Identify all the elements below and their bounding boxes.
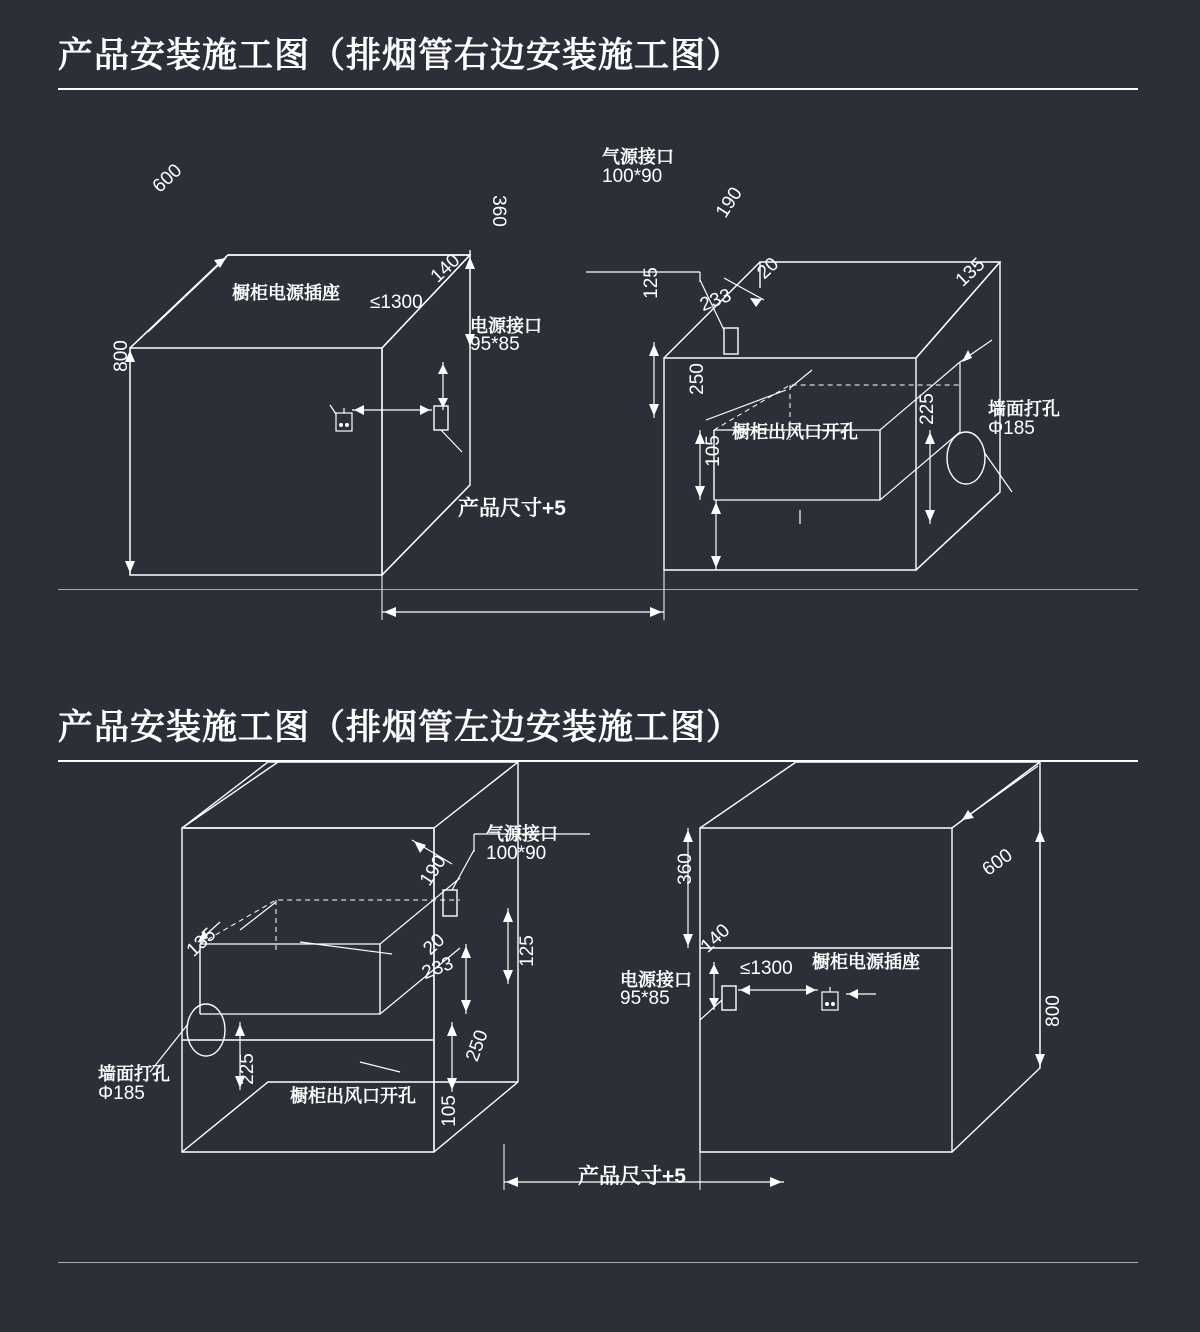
dim-250-right: 250 bbox=[686, 363, 708, 395]
label-cabinet-outlet-right: 橱柜出风口开孔 bbox=[732, 422, 858, 442]
label-wall-hole-size-right: Φ185 bbox=[988, 418, 1035, 439]
label-gas-port-size-right: 100*90 bbox=[602, 166, 663, 187]
dim-600-left: 600 bbox=[978, 844, 1017, 881]
label-wall-hole-right: 墙面打孔 bbox=[988, 399, 1060, 419]
label-power-port-left: 电源接口 bbox=[620, 970, 692, 990]
label-power-port-right: 电源接口 bbox=[470, 316, 542, 336]
section-title-right: 产品安装施工图（排烟管右边安装施工图） bbox=[58, 36, 743, 75]
label-wall-hole-size-left: Φ185 bbox=[98, 1083, 145, 1104]
section-divider-1 bbox=[58, 589, 1138, 590]
dim-105-right: 105 bbox=[702, 435, 724, 467]
dim-20-right: 20 bbox=[753, 253, 784, 284]
label-product-size-left: 产品尺寸+5 bbox=[578, 1165, 686, 1188]
label-product-size-right: 产品尺寸+5 bbox=[458, 497, 566, 520]
dim-125-right: 125 bbox=[640, 267, 662, 299]
dim-225-left: 225 bbox=[236, 1053, 258, 1085]
dim-20-left: 20 bbox=[419, 929, 450, 960]
dim-125-left: 125 bbox=[516, 935, 538, 967]
dim-105-left: 105 bbox=[438, 1095, 460, 1127]
label-cabinet-socket-right: 橱柜电源插座 bbox=[232, 283, 340, 303]
dim-250-left: 250 bbox=[462, 1027, 493, 1065]
label-cabinet-outlet-left: 橱柜出风口开孔 bbox=[290, 1086, 416, 1106]
dim-800-left: 800 bbox=[1042, 995, 1064, 1027]
dim-600-right: 600 bbox=[148, 160, 187, 198]
drawing-right bbox=[0, 100, 1200, 660]
dim-360-left: 360 bbox=[674, 853, 696, 885]
dim-135-right: 135 bbox=[951, 254, 990, 292]
dim-225-right: 225 bbox=[916, 393, 938, 425]
label-power-port-size-right: 95*85 bbox=[470, 334, 520, 355]
dim-233-right: 233 bbox=[697, 285, 735, 317]
dim-135-left: 135 bbox=[182, 924, 221, 962]
section-divider-2 bbox=[58, 1262, 1138, 1263]
label-wall-hole-left: 墙面打孔 bbox=[98, 1064, 170, 1084]
dim-140-left: 140 bbox=[696, 920, 735, 958]
dim-800-right: 800 bbox=[110, 340, 132, 372]
dim-360-right: 360 bbox=[487, 195, 509, 227]
drawing-left bbox=[0, 772, 1200, 1332]
dim-190-left: 190 bbox=[415, 851, 451, 890]
label-gas-port-left: 气源接口 bbox=[486, 824, 558, 844]
label-gas-port-size-left: 100*90 bbox=[486, 843, 547, 864]
label-gas-port-right: 气源接口 bbox=[602, 147, 674, 167]
title-rule-right bbox=[58, 88, 1138, 90]
dim-233-left: 233 bbox=[419, 953, 457, 985]
dim-1300-right: ≤1300 bbox=[370, 292, 423, 313]
dim-140-right: 140 bbox=[426, 250, 465, 288]
dim-190-right: 190 bbox=[711, 183, 747, 222]
label-cabinet-socket-left: 橱柜电源插座 bbox=[812, 952, 920, 972]
label-power-port-size-left: 95*85 bbox=[620, 988, 670, 1009]
section-title-left: 产品安装施工图（排烟管左边安装施工图） bbox=[58, 708, 743, 747]
dim-1300-left: ≤1300 bbox=[740, 958, 793, 979]
